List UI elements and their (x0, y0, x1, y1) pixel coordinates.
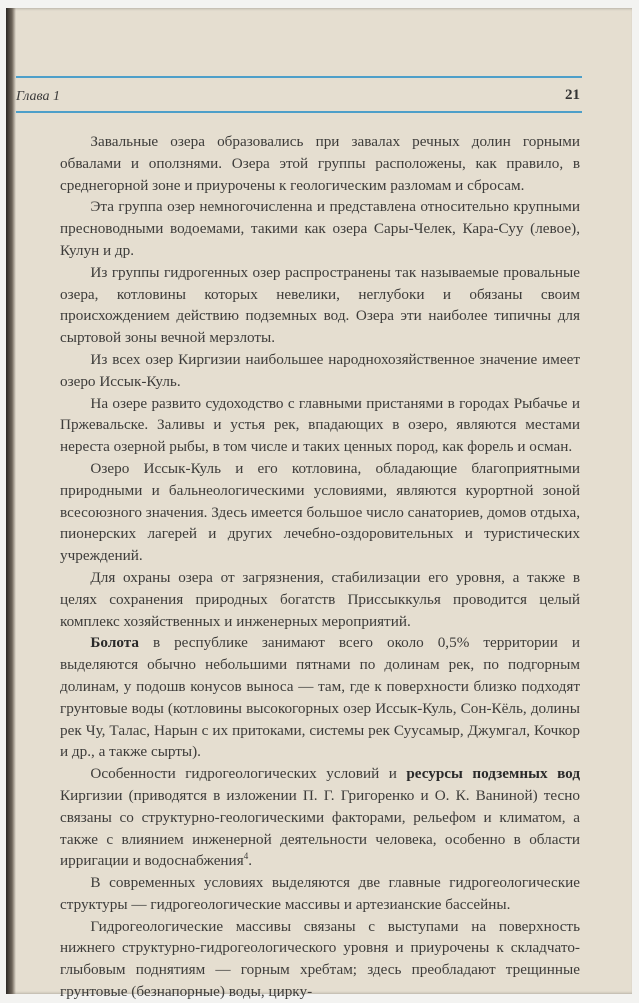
paragraph-resort-zone: Озеро Иссык-Куль и его котловина, обладающие благоприятными природными и бальнеологическими условиями, являются курортной зоной всесоюзного значения. Здесь имеется большое число санаториев, домов отдыха, пионерских лагерей и других лечебно-оздоровительных и туристических учреждений. (60, 459, 580, 565)
paragraph-freshwater-lakes: Эта группа озер немногочисленна и представлена относительно крупными пресноводными водоемами, такими как озера Сары-Челек, Кара-Суу (левое), Кулун и др. (60, 198, 580, 259)
footnote-marker: 4 (243, 851, 249, 862)
paragraph-groundwater: Особенности гидрогеологических условий и ресурсы подземных вод Киргизии (приводятся в изложении П. Г. Григоренко и О. К. Ваниной) тесно связаны со структурно-геологическими факторами, рельефом и климатом, а также с влиянием инженерной деятельности человека, особенно в области ирригации и водоснабжения$^4$. (60, 765, 581, 870)
page-number: 21 (565, 87, 580, 103)
chapter-label: Глава 1 (16, 89, 60, 104)
paragraph-landslide-lakes: Завальные озера образовались при завалах речных долин горными обвалами и оползнями. Озера этой группы расположены, как правило, в среднегорной зоне и приурочены к геологическим разломам и сбросам. (60, 133, 580, 194)
term-swamps: Болота (90, 634, 139, 652)
header-rule-bottom (16, 111, 582, 113)
paragraph-hydro-structures: В современных условиях выделяются две главные гидрогеологические структуры — гидрогеологические массивы и артезианские бассейны. (60, 874, 580, 913)
header-rule-top (16, 76, 582, 78)
paragraph-lake-protection: Для охраны озера от загрязнения, стабилизации его уровня, а также в целях сохранения природных богатств Приссыккулья проводится целый комплекс хозяйственных и инженерных мероприятий. (60, 568, 580, 630)
paragraph-issyk-kul-value: Из всех озер Киргизии наибольшее народнохозяйственное значение имеет озеро Иссык-Куль. (60, 350, 580, 390)
book-spine-shadow (6, 8, 16, 994)
paragraph-navigation: На озере развито судоходство с главными пристанями в городах Рыбачье и Пржевальске. Заливы и устья рек, впадающих в озеро, являются местами нереста озерной рыбы, в том числе и таких ценных пород, как форель и осман. (60, 394, 580, 456)
paragraph-swamps: Болота в республике занимают всего около 0,5% территории и выделяются обычно небольшими пятнами по долинам рек, по подгорным долинам, у подошв конусов выноса — там, где к поверхности близко подходят грунтовые воды (котловины высокогорных озер Иссык-Куль, Сон-Кёль, долины рек Чу, Талас, Нарын с их притоками, системы рек Суусамыр, Джумгал, Кочкор и др., а также сырты). (60, 634, 580, 761)
term-groundwater-resources: ресурсы подземных вод (406, 765, 581, 783)
paragraph-hydro-massifs: Гидрогеологические массивы связаны с выступами на поверхность нижнего структурно-гидрогеологического уровня и приурочены к складчато-глыбовым поднятиям — горным хребтам; здесь преобладают трещинные грунтовые (безнапорные) воды, цирку- (60, 917, 580, 1001)
paragraph-hydrogenic-lakes: Из группы гидрогенных озер распространены так называемые провальные озера, котловины которых невелики, неглубоки и обязаны своим происхождением действию подземных вод. Озера эти наиболее типичны для сыртовой зоны вечной мерзлоты. (60, 263, 580, 347)
body-text (60, 131, 580, 1003)
book-page (6, 8, 632, 1001)
